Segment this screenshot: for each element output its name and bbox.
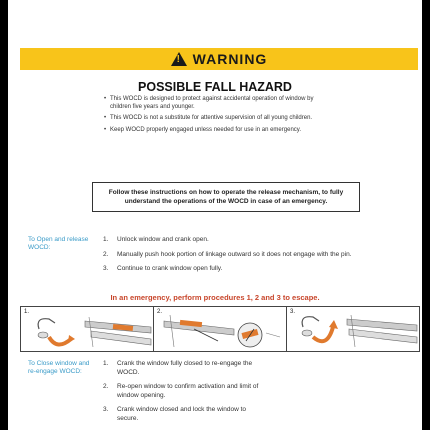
warning-label: WARNING	[192, 51, 268, 67]
instruction-page	[8, 0, 422, 430]
step-text: Continue to crank window open fully.	[117, 265, 223, 272]
step-number: 1.	[103, 236, 109, 243]
panel-number: 1.	[24, 309, 30, 315]
illustration-strip	[20, 306, 420, 352]
close-section-heading: To Close window and re-engage WOCD:	[28, 360, 90, 375]
emergency-notice: In an emergency, perform procedures 1, 2 and 3 to escape.	[110, 293, 320, 302]
window-linkage-illustration-2	[154, 307, 286, 351]
warning-banner	[20, 48, 418, 70]
step-item	[103, 236, 363, 245]
step-item	[103, 265, 363, 274]
step-number: 3.	[103, 406, 109, 413]
step-text: Crank the window fully closed to re-engage the WOCD.	[117, 360, 253, 376]
step-item	[103, 360, 263, 377]
step-item	[103, 383, 263, 400]
open-section-heading: To Open and release WOCD:	[28, 236, 89, 251]
step-item	[103, 406, 263, 423]
step-number: 2.	[103, 383, 109, 390]
panel-number: 3.	[290, 309, 296, 315]
step-text: Re-open window to confirm activation and limit of window opening.	[117, 383, 259, 399]
instruction-notice-box: Follow these instructions on how to operate the release mechanism, to fully understand the operations of the WOCD in case of an emergency.	[92, 182, 360, 212]
illustration-panel-3	[287, 307, 419, 351]
illustration-panel-2	[154, 307, 287, 351]
illustration-panel-1	[21, 307, 154, 351]
panel-number: 2.	[157, 309, 163, 315]
window-linkage-illustration-3	[287, 307, 419, 351]
step-text: Unlock window and crank open.	[117, 236, 209, 243]
open-steps-list	[103, 236, 363, 280]
step-number: 3.	[103, 265, 109, 272]
window-linkage-illustration-1	[21, 307, 153, 351]
step-item	[103, 251, 363, 260]
bullet-item: • Keep WOCD properly engaged unless needed for use in an emergency.	[104, 127, 334, 135]
warning-triangle-icon: !	[171, 52, 187, 66]
step-number: 2.	[103, 250, 109, 258]
step-text: Manually push hook portion of linkage outward so it does not engage with the pin.	[117, 250, 352, 258]
warning-bullet-list	[104, 96, 334, 138]
step-text: Crank window closed and lock the window to secure.	[117, 406, 246, 422]
hazard-title: POSSIBLE FALL HAZARD	[138, 80, 292, 94]
step-number: 1.	[103, 360, 109, 367]
bullet-item: • This WOCD is not a substitute for attentive supervision of all young children.	[104, 115, 334, 123]
bullet-item: • This WOCD is designed to protect against accidental operation of window by children five years and younger.	[104, 96, 334, 111]
close-steps-list	[103, 360, 263, 429]
